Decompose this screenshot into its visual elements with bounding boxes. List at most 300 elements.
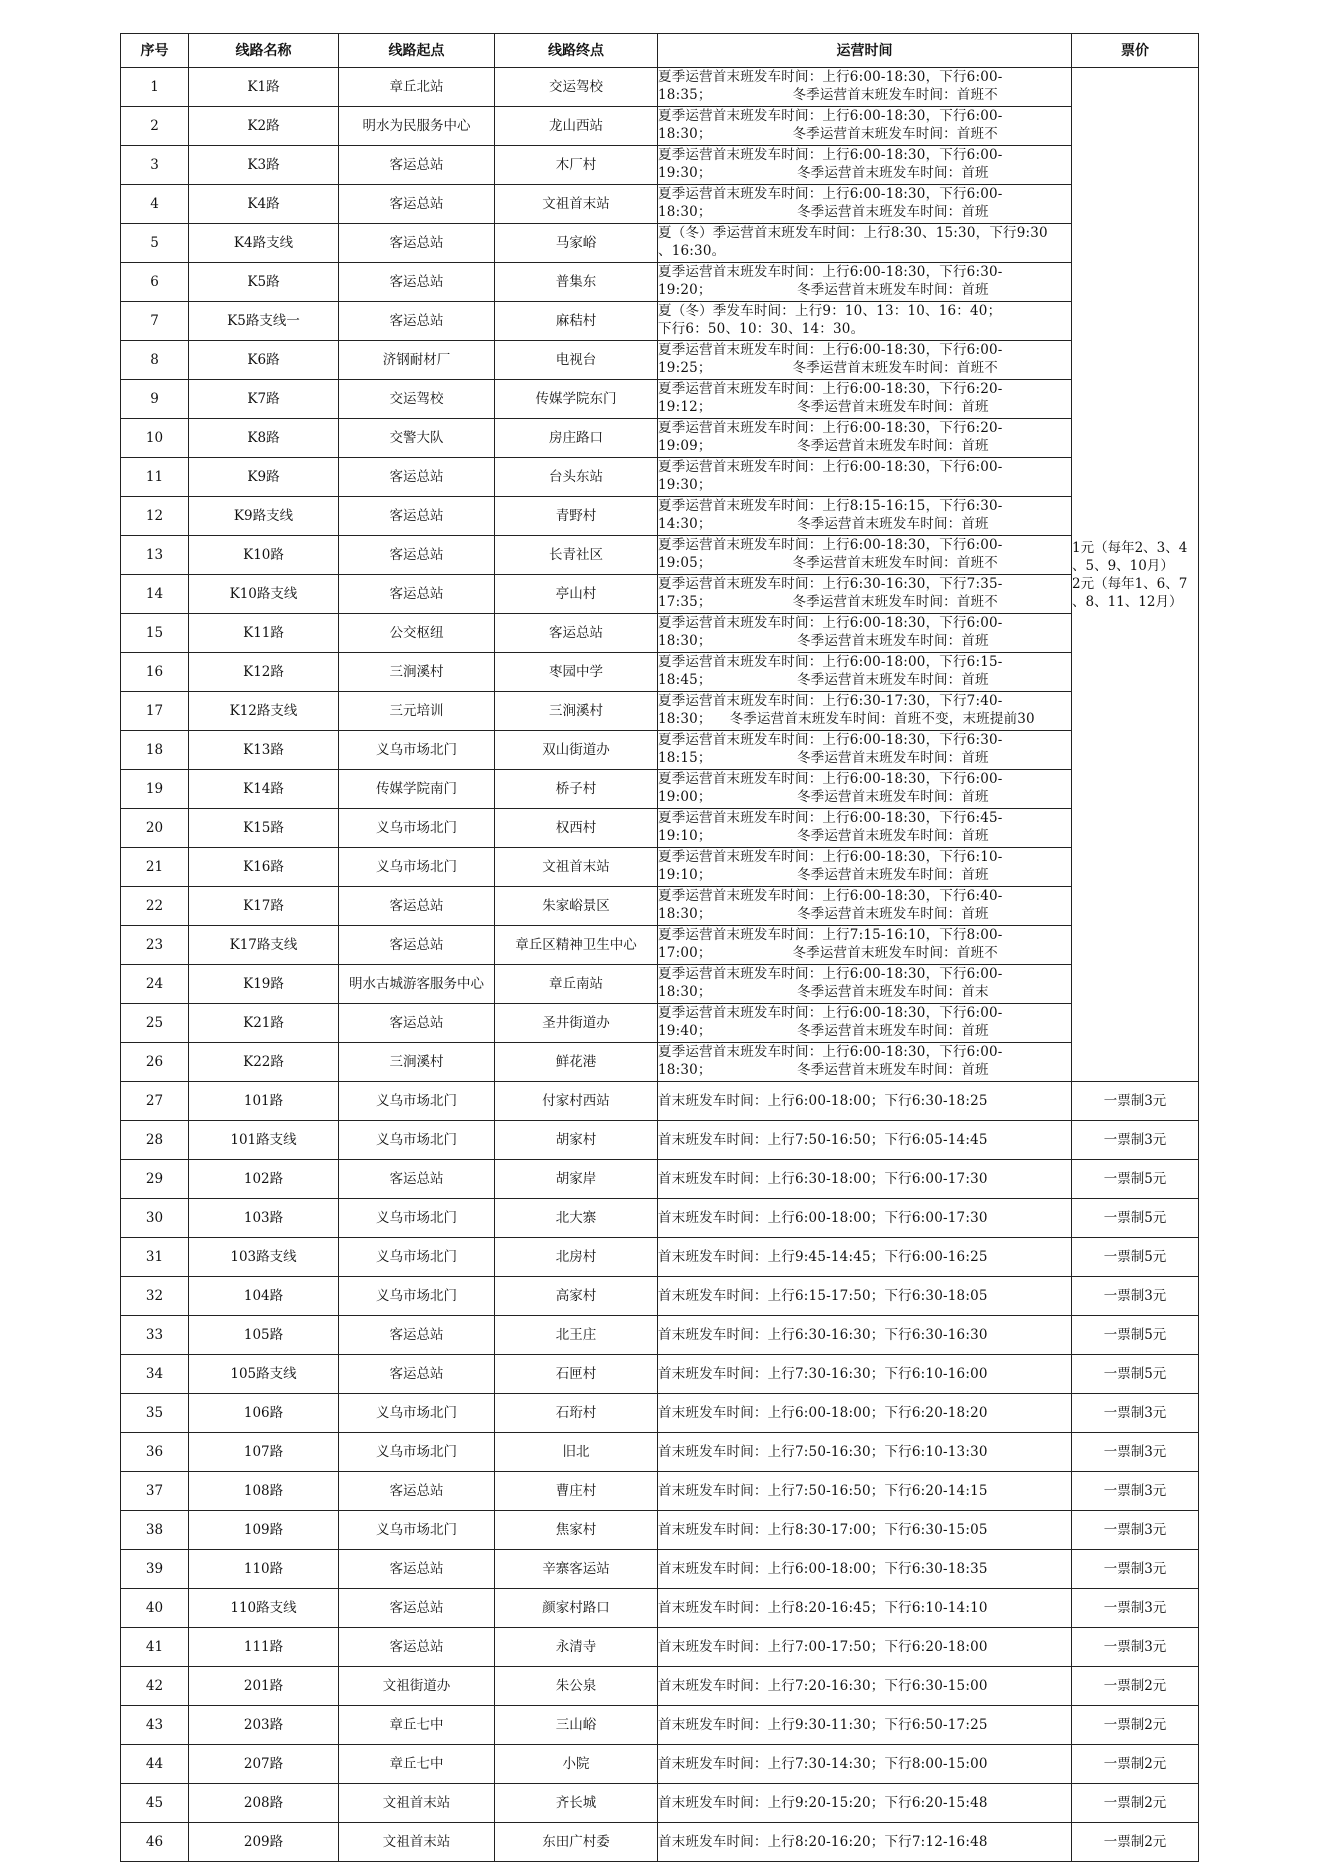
table-row [121,1043,1199,1082]
row-end: 永清寺 [495,1628,658,1667]
row-fare: 一票制3元 [1072,1433,1199,1472]
row-no: 31 [121,1238,189,1277]
table-row [121,1238,1199,1277]
table-row [121,1823,1199,1862]
row-fare: 一票制3元 [1072,1121,1199,1160]
row-no: 44 [121,1745,189,1784]
table-row [121,1589,1199,1628]
row-start: 公交枢纽 [339,614,495,653]
row-end: 传媒学院东门 [495,380,658,419]
row-route: K11路 [189,614,339,653]
row-no: 4 [121,185,189,224]
row-route: K12路 [189,653,339,692]
row-route: 101路支线 [189,1121,339,1160]
row-start: 客运总站 [339,575,495,614]
row-end: 付家村西站 [495,1082,658,1121]
row-start: 章丘七中 [339,1706,495,1745]
row-route: 108路 [189,1472,339,1511]
row-end: 房庄路口 [495,419,658,458]
row-fare-merged: 1元（每年2、3、4 、5、9、10月） 2元（每年1、6、7 、8、11、12月） [1072,68,1199,1082]
row-route: K21路 [189,1004,339,1043]
row-start: 客运总站 [339,146,495,185]
table-row [121,224,1199,263]
row-route: 110路支线 [189,1589,339,1628]
row-end: 北房村 [495,1238,658,1277]
row-hours: 夏季运营首末班发车时间：上行6:00-18:30，下行6:20- 19:09； 冬季运营首末班发车时间：首班 [658,419,1072,458]
row-start: 客运总站 [339,1004,495,1043]
row-start: 客运总站 [339,536,495,575]
row-no: 6 [121,263,189,302]
row-start: 客运总站 [339,1589,495,1628]
row-no: 9 [121,380,189,419]
row-start: 客运总站 [339,887,495,926]
row-route: 104路 [189,1277,339,1316]
table-row [121,848,1199,887]
row-route: K17路支线 [189,926,339,965]
row-route: 209路 [189,1823,339,1862]
table-row [121,1628,1199,1667]
row-start: 客运总站 [339,1316,495,1355]
row-end: 曹庄村 [495,1472,658,1511]
table-row [121,458,1199,497]
row-route: 208路 [189,1784,339,1823]
row-end: 东田广村委 [495,1823,658,1862]
row-hours: 夏季运营首末班发车时间：上行6:00-18:30，下行6:00- 18:30； 冬季运营首末班发车时间：首班不 [658,107,1072,146]
row-route: K3路 [189,146,339,185]
row-no: 12 [121,497,189,536]
row-no: 17 [121,692,189,731]
row-start: 明水古城游客服务中心 [339,965,495,1004]
row-no: 41 [121,1628,189,1667]
row-route: 110路 [189,1550,339,1589]
header-route: 线路名称 [189,34,339,68]
row-route: K6路 [189,341,339,380]
row-hours: 首末班发车时间：上行9:30-11:30；下行6:50-17:25 [658,1706,1072,1745]
table-row [121,1394,1199,1433]
row-no: 13 [121,536,189,575]
row-fare: 一票制2元 [1072,1667,1199,1706]
row-start: 客运总站 [339,302,495,341]
row-start: 客运总站 [339,497,495,536]
row-route: K8路 [189,419,339,458]
table-row [121,692,1199,731]
row-no: 30 [121,1199,189,1238]
row-hours: 首末班发车时间：上行8:20-16:45；下行6:10-14:10 [658,1589,1072,1628]
row-end: 客运总站 [495,614,658,653]
row-start: 义乌市场北门 [339,1082,495,1121]
row-route: 111路 [189,1628,339,1667]
table-row [121,1199,1199,1238]
header-start: 线路起点 [339,34,495,68]
row-no: 46 [121,1823,189,1862]
table-row [121,965,1199,1004]
row-route: K14路 [189,770,339,809]
row-route: 107路 [189,1433,339,1472]
row-hours: 首末班发车时间：上行6:15-17:50；下行6:30-18:05 [658,1277,1072,1316]
row-end: 胡家村 [495,1121,658,1160]
row-route: 102路 [189,1160,339,1199]
row-end: 马家峪 [495,224,658,263]
row-end: 亭山村 [495,575,658,614]
row-end: 普集东 [495,263,658,302]
row-hours: 首末班发车时间：上行6:30-18:00；下行6:00-17:30 [658,1160,1072,1199]
table-row [121,926,1199,965]
row-no: 34 [121,1355,189,1394]
row-route: K12路支线 [189,692,339,731]
row-no: 14 [121,575,189,614]
row-no: 29 [121,1160,189,1199]
row-hours: 首末班发车时间：上行7:50-16:50；下行6:20-14:15 [658,1472,1072,1511]
row-hours: 夏季运营首末班发车时间：上行6:30-17:30，下行7:40- 18:30； 冬季运营首末班发车时间：首班不变，末班提前30 [658,692,1072,731]
table-row [121,1355,1199,1394]
row-route: 207路 [189,1745,339,1784]
row-fare: 一票制5元 [1072,1355,1199,1394]
row-start: 三涧溪村 [339,653,495,692]
row-hours: 首末班发车时间：上行6:00-18:00；下行6:30-18:25 [658,1082,1072,1121]
row-end: 旧北 [495,1433,658,1472]
table-row [121,146,1199,185]
row-no: 38 [121,1511,189,1550]
table-row [121,1550,1199,1589]
row-start: 三涧溪村 [339,1043,495,1082]
row-hours: 夏季运营首末班发车时间：上行8:15-16:15，下行6:30- 14:30； 冬季运营首末班发车时间：首班 [658,497,1072,536]
row-start: 三元培训 [339,692,495,731]
row-no: 19 [121,770,189,809]
row-hours: 首末班发车时间：上行7:50-16:50；下行6:05-14:45 [658,1121,1072,1160]
row-hours: 首末班发车时间：上行9:45-14:45；下行6:00-16:25 [658,1238,1072,1277]
row-start: 义乌市场北门 [339,1277,495,1316]
row-route: K2路 [189,107,339,146]
row-hours: 夏季运营首末班发车时间：上行6:00-18:30，下行6:00- 18:30； 冬季运营首末班发车时间：首班 [658,614,1072,653]
row-end: 龙山西站 [495,107,658,146]
row-fare: 一票制2元 [1072,1706,1199,1745]
row-hours: 首末班发车时间：上行8:30-17:00；下行6:30-15:05 [658,1511,1072,1550]
row-fare: 一票制3元 [1072,1628,1199,1667]
row-route: K17路 [189,887,339,926]
row-hours: 首末班发车时间：上行7:00-17:50；下行6:20-18:00 [658,1628,1072,1667]
row-no: 40 [121,1589,189,1628]
row-start: 客运总站 [339,185,495,224]
row-end: 麻秸村 [495,302,658,341]
row-route: 106路 [189,1394,339,1433]
table-row [121,107,1199,146]
row-hours: 首末班发车时间：上行7:30-16:30；下行6:10-16:00 [658,1355,1072,1394]
table-row [121,1667,1199,1706]
row-no: 23 [121,926,189,965]
row-start: 义乌市场北门 [339,1394,495,1433]
row-end: 台头东站 [495,458,658,497]
header-no: 序号 [121,34,189,68]
row-start: 客运总站 [339,1550,495,1589]
row-start: 传媒学院南门 [339,770,495,809]
row-hours: 夏季运营首末班发车时间：上行6:30-16:30，下行7:35- 17:35； 冬季运营首末班发车时间：首班不 [658,575,1072,614]
row-start: 文祖街道办 [339,1667,495,1706]
table-row [121,731,1199,770]
row-no: 21 [121,848,189,887]
header-row [121,34,1199,68]
row-no: 28 [121,1121,189,1160]
row-hours: 首末班发车时间：上行6:00-18:00；下行6:20-18:20 [658,1394,1072,1433]
row-start: 义乌市场北门 [339,809,495,848]
row-end: 胡家岸 [495,1160,658,1199]
row-no: 42 [121,1667,189,1706]
row-start: 客运总站 [339,1628,495,1667]
row-end: 交运驾校 [495,68,658,107]
row-hours: 夏季运营首末班发车时间：上行7:15-16:10，下行8:00- 17:00； 冬季运营首末班发车时间：首班不 [658,926,1072,965]
table-row [121,809,1199,848]
table-row [121,614,1199,653]
row-route: K10路 [189,536,339,575]
row-start: 客运总站 [339,263,495,302]
row-start: 交警大队 [339,419,495,458]
table-body [121,68,1199,1862]
row-hours: 夏季运营首末班发车时间：上行6:00-18:30，下行6:00- 19:05； 冬季运营首末班发车时间：首班不 [658,536,1072,575]
table-row [121,1004,1199,1043]
row-hours: 夏（冬）季发车时间：上行9：10、13：10、16：40； 下行6：50、10：30、14：30。 [658,302,1072,341]
row-end: 电视台 [495,341,658,380]
row-fare: 一票制3元 [1072,1589,1199,1628]
row-fare: 一票制3元 [1072,1511,1199,1550]
table-row [121,419,1199,458]
row-start: 交运驾校 [339,380,495,419]
table-row [121,575,1199,614]
row-fare: 一票制3元 [1072,1277,1199,1316]
row-start: 文祖首末站 [339,1823,495,1862]
table-row [121,1160,1199,1199]
row-no: 18 [121,731,189,770]
row-route: K5路 [189,263,339,302]
row-hours: 夏季运营首末班发车时间：上行6:00-18:30，下行6:30- 19:20； 冬季运营首末班发车时间：首班 [658,263,1072,302]
row-fare: 一票制5元 [1072,1199,1199,1238]
row-no: 7 [121,302,189,341]
row-hours: 夏季运营首末班发车时间：上行6:00-18:30，下行6:45- 19:10； 冬季运营首末班发车时间：首班 [658,809,1072,848]
row-end: 章丘区精神卫生中心 [495,926,658,965]
row-end: 权西村 [495,809,658,848]
table-row [121,68,1199,107]
row-route: 101路 [189,1082,339,1121]
row-route: 201路 [189,1667,339,1706]
row-hours: 夏季运营首末班发车时间：上行6:00-18:30，下行6:00- 19:25； 冬季运营首末班发车时间：首班不 [658,341,1072,380]
row-no: 32 [121,1277,189,1316]
row-start: 义乌市场北门 [339,1511,495,1550]
row-no: 22 [121,887,189,926]
row-route: 203路 [189,1706,339,1745]
row-hours: 首末班发车时间：上行7:30-14:30；下行8:00-15:00 [658,1745,1072,1784]
row-route: K4路 [189,185,339,224]
row-route: 109路 [189,1511,339,1550]
table-row [121,1433,1199,1472]
row-hours: 夏季运营首末班发车时间：上行6:00-18:30，下行6:00- 18:35； 冬季运营首末班发车时间：首班不 [658,68,1072,107]
row-route: K7路 [189,380,339,419]
row-hours: 夏季运营首末班发车时间：上行6:00-18:30，下行6:20- 19:12； 冬季运营首末班发车时间：首班 [658,380,1072,419]
row-end: 朱家峪景区 [495,887,658,926]
row-hours: 夏季运营首末班发车时间：上行6:00-18:30，下行6:40- 18:30； 冬季运营首末班发车时间：首班 [658,887,1072,926]
row-end: 双山街道办 [495,731,658,770]
row-end: 颜家村路口 [495,1589,658,1628]
table-row [121,1472,1199,1511]
row-route: K19路 [189,965,339,1004]
row-route: 103路支线 [189,1238,339,1277]
row-route: K22路 [189,1043,339,1082]
row-hours: 夏（冬）季运营首末班发车时间：上行8:30、15:30，下行9:30 、16:30。 [658,224,1072,263]
row-start: 义乌市场北门 [339,1238,495,1277]
row-route: K9路 [189,458,339,497]
row-route: 105路支线 [189,1355,339,1394]
row-no: 16 [121,653,189,692]
row-hours: 首末班发车时间：上行7:20-16:30；下行6:30-15:00 [658,1667,1072,1706]
table-row [121,1082,1199,1121]
row-end: 石珩村 [495,1394,658,1433]
row-hours: 夏季运营首末班发车时间：上行6:00-18:30，下行6:00- 19:30； [658,458,1072,497]
row-end: 长青社区 [495,536,658,575]
row-start: 文祖首末站 [339,1784,495,1823]
row-hours: 夏季运营首末班发车时间：上行6:00-18:30，下行6:00- 19:30； 冬季运营首末班发车时间：首班 [658,146,1072,185]
row-start: 义乌市场北门 [339,1433,495,1472]
row-end: 石匣村 [495,1355,658,1394]
bus-route-table [120,33,1199,1862]
row-end: 文祖首末站 [495,185,658,224]
row-start: 客运总站 [339,458,495,497]
row-route: K10路支线 [189,575,339,614]
table-row [121,1277,1199,1316]
row-fare: 一票制3元 [1072,1472,1199,1511]
row-route: K9路支线 [189,497,339,536]
row-end: 辛寨客运站 [495,1550,658,1589]
row-route: K1路 [189,68,339,107]
row-start: 客运总站 [339,224,495,263]
row-hours: 首末班发车时间：上行8:20-16:20；下行7:12-16:48 [658,1823,1072,1862]
row-end: 文祖首末站 [495,848,658,887]
table-row [121,341,1199,380]
row-hours: 首末班发车时间：上行7:50-16:30；下行6:10-13:30 [658,1433,1072,1472]
row-start: 客运总站 [339,1472,495,1511]
row-end: 朱公泉 [495,1667,658,1706]
row-end: 木厂村 [495,146,658,185]
row-hours: 首末班发车时间：上行6:30-16:30；下行6:30-16:30 [658,1316,1072,1355]
row-end: 三山峪 [495,1706,658,1745]
row-fare: 一票制5元 [1072,1160,1199,1199]
row-start: 客运总站 [339,1355,495,1394]
row-hours: 首末班发车时间：上行6:00-18:00；下行6:00-17:30 [658,1199,1072,1238]
row-fare: 一票制5元 [1072,1316,1199,1355]
row-start: 章丘七中 [339,1745,495,1784]
row-hours: 夏季运营首末班发车时间：上行6:00-18:00，下行6:15- 18:45； 冬季运营首末班发车时间：首班 [658,653,1072,692]
row-no: 26 [121,1043,189,1082]
table-row [121,380,1199,419]
table-row [121,1511,1199,1550]
table-row [121,1784,1199,1823]
row-route: K13路 [189,731,339,770]
row-no: 8 [121,341,189,380]
row-fare: 一票制5元 [1072,1238,1199,1277]
row-end: 焦家村 [495,1511,658,1550]
table-row [121,185,1199,224]
row-end: 高家村 [495,1277,658,1316]
table-row [121,497,1199,536]
row-no: 36 [121,1433,189,1472]
row-fare: 一票制3元 [1072,1550,1199,1589]
row-no: 2 [121,107,189,146]
row-no: 43 [121,1706,189,1745]
row-no: 15 [121,614,189,653]
row-end: 三涧溪村 [495,692,658,731]
row-fare: 一票制2元 [1072,1745,1199,1784]
row-no: 25 [121,1004,189,1043]
row-start: 义乌市场北门 [339,731,495,770]
row-fare: 一票制2元 [1072,1784,1199,1823]
row-hours: 首末班发车时间：上行9:20-15:20；下行6:20-15:48 [658,1784,1072,1823]
row-route: K5路支线一 [189,302,339,341]
row-no: 11 [121,458,189,497]
row-hours: 夏季运营首末班发车时间：上行6:00-18:30，下行6:10- 19:10； 冬季运营首末班发车时间：首班 [658,848,1072,887]
header-end: 线路终点 [495,34,658,68]
table-row [121,653,1199,692]
row-hours: 夏季运营首末班发车时间：上行6:00-18:30，下行6:00- 18:30； 冬季运营首末班发车时间：首班 [658,1043,1072,1082]
table-row [121,1121,1199,1160]
row-no: 20 [121,809,189,848]
row-fare: 一票制3元 [1072,1394,1199,1433]
row-no: 24 [121,965,189,1004]
row-end: 小院 [495,1745,658,1784]
table-row [121,770,1199,809]
row-end: 章丘南站 [495,965,658,1004]
row-hours: 夏季运营首末班发车时间：上行6:00-18:30，下行6:30- 18:15； 冬季运营首末班发车时间：首班 [658,731,1072,770]
row-end: 北大寨 [495,1199,658,1238]
row-no: 1 [121,68,189,107]
row-end: 齐长城 [495,1784,658,1823]
row-start: 义乌市场北门 [339,1199,495,1238]
row-hours: 夏季运营首末班发车时间：上行6:00-18:30，下行6:00- 18:30； 冬季运营首末班发车时间：首末 [658,965,1072,1004]
row-fare: 一票制2元 [1072,1823,1199,1862]
row-end: 北王庄 [495,1316,658,1355]
row-no: 5 [121,224,189,263]
row-no: 3 [121,146,189,185]
row-start: 义乌市场北门 [339,848,495,887]
header-fare: 票价 [1072,34,1199,68]
row-no: 39 [121,1550,189,1589]
row-end: 鲜花港 [495,1043,658,1082]
row-start: 明水为民服务中心 [339,107,495,146]
row-end: 圣井街道办 [495,1004,658,1043]
row-route: 103路 [189,1199,339,1238]
row-hours: 夏季运营首末班发车时间：上行6:00-18:30，下行6:00- 18:30； 冬季运营首末班发车时间：首班 [658,185,1072,224]
row-hours: 首末班发车时间：上行6:00-18:00；下行6:30-18:35 [658,1550,1072,1589]
row-fare: 一票制3元 [1072,1082,1199,1121]
row-route: K16路 [189,848,339,887]
row-start: 客运总站 [339,926,495,965]
row-start: 济钢耐材厂 [339,341,495,380]
row-no: 35 [121,1394,189,1433]
row-no: 37 [121,1472,189,1511]
row-hours: 夏季运营首末班发车时间：上行6:00-18:30，下行6:00- 19:40； 冬季运营首末班发车时间：首班 [658,1004,1072,1043]
table-row [121,1706,1199,1745]
header-hours: 运营时间 [658,34,1072,68]
table-row [121,1316,1199,1355]
row-no: 45 [121,1784,189,1823]
row-end: 桥子村 [495,770,658,809]
row-start: 章丘北站 [339,68,495,107]
row-end: 枣园中学 [495,653,658,692]
row-hours: 夏季运营首末班发车时间：上行6:00-18:30，下行6:00- 19:00； 冬季运营首末班发车时间：首班 [658,770,1072,809]
table-row [121,536,1199,575]
row-route: K4路支线 [189,224,339,263]
table-row [121,302,1199,341]
row-end: 青野村 [495,497,658,536]
row-route: K15路 [189,809,339,848]
table-row [121,263,1199,302]
row-no: 10 [121,419,189,458]
row-route: 105路 [189,1316,339,1355]
